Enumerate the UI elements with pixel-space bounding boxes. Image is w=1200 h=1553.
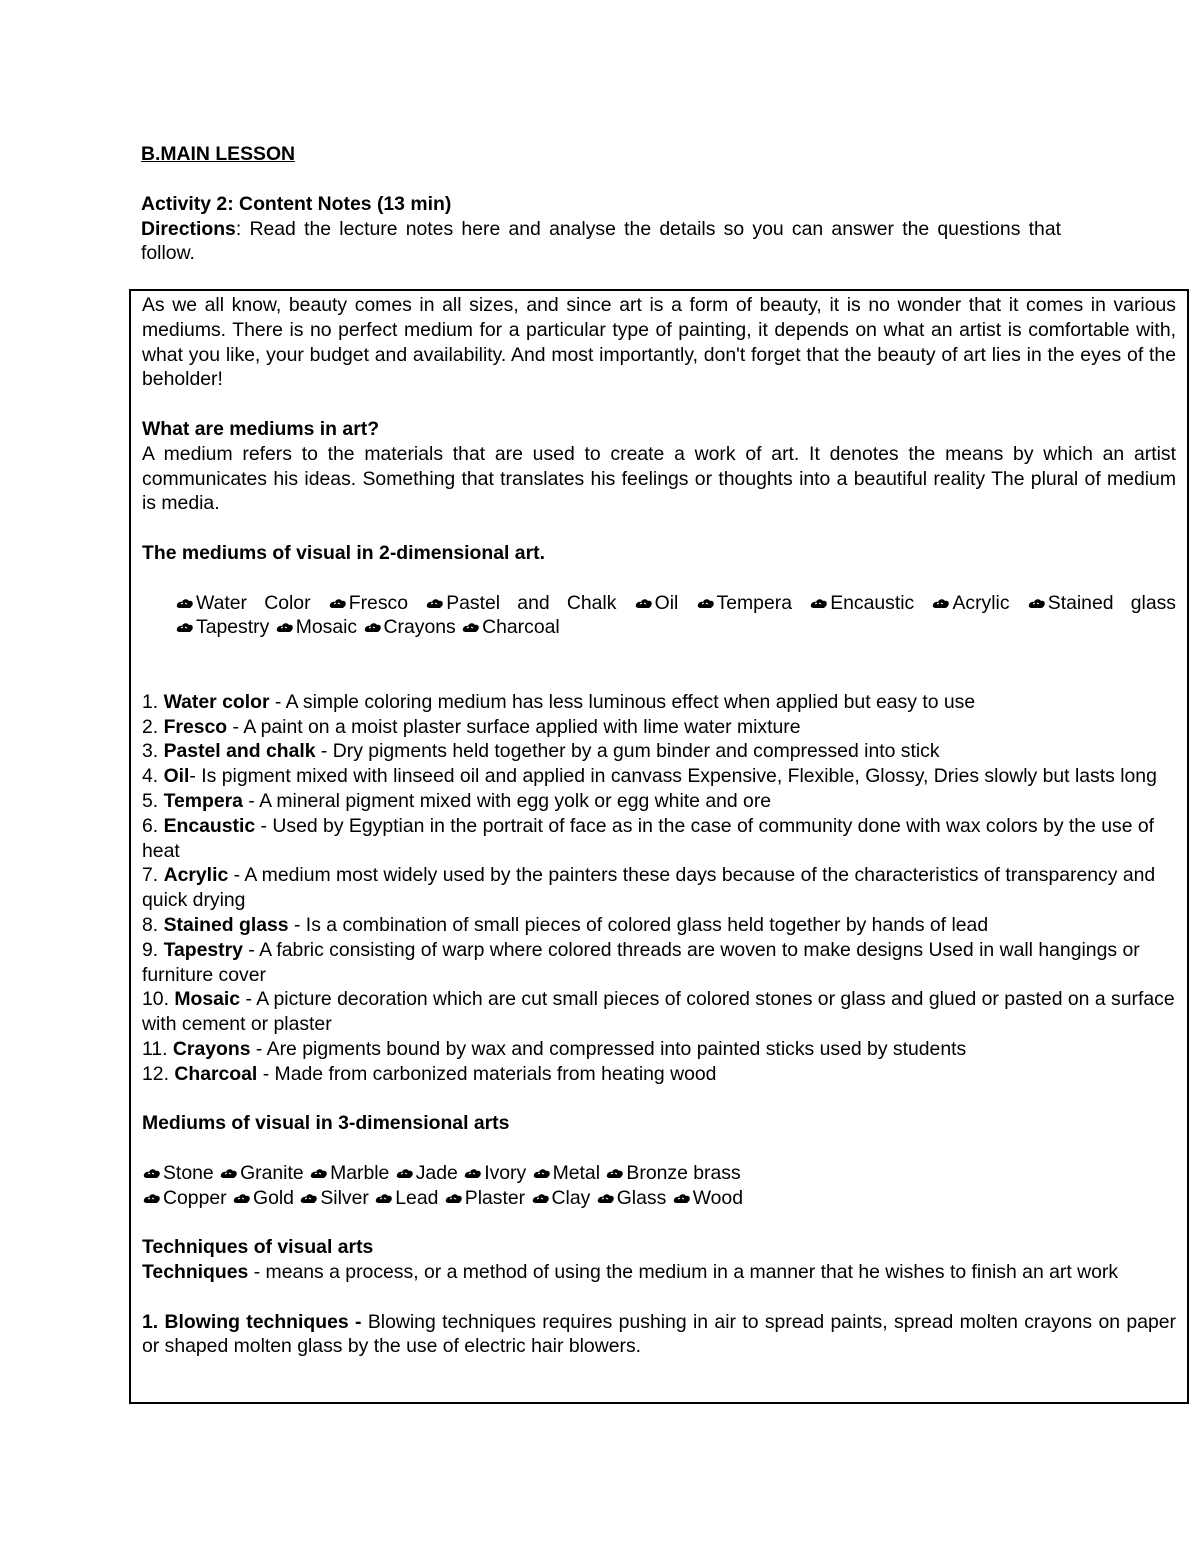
list-item-number: 10.	[142, 988, 175, 1011]
list-item	[142, 938, 1176, 988]
techniques-definition	[142, 1260, 1176, 1285]
bullet-item	[175, 616, 269, 638]
list-item	[142, 1062, 1176, 1087]
bullet-item	[596, 1187, 667, 1209]
list-item-description: - Made from carbonized materials from heating wood	[257, 1062, 717, 1085]
leaf-bullet-icon	[299, 1187, 320, 1209]
list-item-description: - A medium most widely used by the painters these days because of the characteristics of transparency and quick drying	[142, 864, 1156, 912]
bullets-3d-row1	[142, 1161, 1176, 1186]
list-item-number: 3.	[142, 740, 164, 763]
content-notes-box	[129, 289, 1189, 1404]
bullet-item	[219, 1162, 304, 1184]
bullet-item	[605, 1162, 740, 1184]
bullet-item	[444, 1187, 525, 1209]
bullet-label: Clay	[551, 1186, 591, 1209]
bullet-item	[809, 592, 914, 614]
bullet-label: Silver	[320, 1186, 369, 1209]
list-item-number: 1.	[142, 690, 164, 713]
bullet-label: Copper	[163, 1186, 227, 1209]
bullet-label: Fresco	[348, 591, 408, 614]
list-item-term: Tempera	[163, 789, 243, 812]
list-item	[142, 1037, 1176, 1062]
leaf-bullet-icon	[809, 592, 830, 614]
bullet-item	[1027, 592, 1176, 614]
bullet-item	[532, 1162, 600, 1184]
leaf-bullet-icon	[531, 1187, 552, 1209]
bullet-label: Wood	[692, 1186, 743, 1209]
bullet-item	[374, 1187, 438, 1209]
bullet-label: Lead	[395, 1186, 439, 1209]
section-title: B.MAIN LESSON	[141, 143, 296, 165]
leaf-bullet-icon	[232, 1187, 253, 1209]
bullet-label: Jade	[415, 1161, 458, 1184]
leaf-bullet-icon	[596, 1187, 617, 1209]
leaf-bullet-icon	[634, 592, 655, 614]
leaf-bullet-icon	[328, 592, 349, 614]
activity-title: Activity 2: Content Notes (13 min)	[141, 192, 452, 215]
techniques-text: - means a process, or a method of using the medium in a manner that he wishes to finish an art work	[248, 1261, 1119, 1284]
bullet-item	[463, 1162, 526, 1184]
list-item-number: 8.	[142, 913, 164, 936]
intro-paragraph: As we all know, beauty comes in all sizes, and since art is a form of beauty, it is no wonder that it comes in various mediums. There is no perfect medium for a particular type of painting, it depends on what an artist is comfortable with, what you like, your budget and availability. And most importantly, don't forget that the beauty of art lies in the eyes of the beholder!	[142, 294, 1176, 391]
list-item-description: - A simple coloring medium has less luminous effect when applied but easy to use	[269, 690, 976, 713]
list-item-description: - Are pigments bound by wax and compressed into painted sticks used by students	[250, 1037, 967, 1060]
bullet-label: Ivory	[484, 1161, 527, 1184]
bullet-label: Mosaic	[295, 616, 358, 639]
leaf-bullet-icon	[374, 1187, 395, 1209]
mediums-2d-list	[142, 690, 1176, 1087]
heading-techniques: Techniques of visual arts	[142, 1236, 374, 1259]
list-item	[142, 987, 1176, 1037]
list-item-description: - Is pigment mixed with linseed oil and applied in canvass Expensive, Flexible, Glossy, Dries slowly but lasts long	[189, 765, 1157, 788]
leaf-bullet-icon	[363, 616, 384, 638]
leaf-bullet-icon	[395, 1162, 416, 1184]
list-item-description: - A fabric consisting of warp where colored threads are woven to make designs Used in wall hangings or furniture cover	[142, 938, 1140, 986]
list-item-number: 4.	[142, 765, 164, 788]
bullet-item	[299, 1187, 369, 1209]
list-item-number: 9.	[142, 938, 164, 961]
leaf-bullet-icon	[444, 1187, 465, 1209]
bullet-label: Water Color	[196, 591, 311, 614]
bullets-3d-row2	[142, 1186, 1176, 1211]
lesson-header	[141, 142, 1061, 266]
heading-3d: Mediums of visual in 3-dimensional arts	[142, 1112, 510, 1135]
leaf-bullet-icon	[219, 1162, 240, 1184]
leaf-bullet-icon	[672, 1187, 693, 1209]
leaf-bullet-icon	[275, 616, 296, 638]
bullet-item	[328, 592, 408, 614]
bullet-label: Plaster	[464, 1186, 526, 1209]
list-item-number: 12.	[142, 1062, 175, 1085]
list-item-description: - A picture decoration which are cut small pieces of colored stones or glass and glued or pasted on a surface with cement or plaster	[142, 988, 1175, 1036]
bullets-2d	[175, 591, 1176, 641]
list-item	[142, 739, 1176, 764]
list-item-term: Acrylic	[163, 864, 229, 887]
list-item	[142, 690, 1176, 715]
list-item	[142, 715, 1176, 740]
bullet-label: Gold	[253, 1186, 294, 1209]
list-item-term: Tapestry	[163, 938, 243, 961]
bullet-label: Charcoal	[482, 616, 560, 639]
bullet-item	[309, 1162, 389, 1184]
leaf-bullet-icon	[532, 1162, 553, 1184]
list-item-term: Fresco	[163, 715, 228, 738]
heading-2d: The mediums of visual in 2-dimensional art.	[142, 541, 545, 564]
list-item-description: - A paint on a moist plaster surface applied with lime water mixture	[227, 715, 801, 738]
leaf-bullet-icon	[1027, 592, 1048, 614]
bullet-item	[425, 592, 616, 614]
bullet-label: Bronze brass	[626, 1161, 741, 1184]
list-item-term: Mosaic	[174, 988, 241, 1011]
blowing-text: Blowing techniques requires pushing in air to spread paints, spread molten crayons on paper or shaped molten glass by the use of electric hair blowers.	[142, 1310, 1176, 1358]
bullet-item	[672, 1187, 743, 1209]
leaf-bullet-icon	[605, 1162, 626, 1184]
bullet-label: Stained glass	[1047, 591, 1176, 614]
bullet-item	[634, 592, 679, 614]
list-item-description: - Used by Egyptian in the portrait of face as in the case of community done with wax colors by the use of heat	[142, 814, 1155, 862]
list-item-term: Charcoal	[174, 1062, 258, 1085]
leaf-bullet-icon	[142, 1187, 163, 1209]
bullet-label: Pastel and Chalk	[446, 591, 617, 614]
leaf-bullet-icon	[696, 592, 717, 614]
bullet-item	[175, 592, 311, 614]
directions-text: : Read the lecture notes here and analyse the details so you can answer the questions that follow.	[141, 217, 1061, 265]
list-item	[142, 789, 1176, 814]
list-item-number: 6.	[142, 814, 164, 837]
list-item-term: Encaustic	[163, 814, 256, 837]
list-item-term: Water color	[163, 690, 270, 713]
bullet-item	[461, 616, 560, 638]
list-item-description: - A mineral pigment mixed with egg yolk or egg white and ore	[242, 789, 772, 812]
bullet-item	[363, 616, 456, 638]
leaf-bullet-icon	[175, 616, 196, 638]
leaf-bullet-icon	[461, 616, 482, 638]
list-item-number: 5.	[142, 789, 164, 812]
bullet-label: Glass	[616, 1186, 667, 1209]
list-item-term: Oil	[163, 765, 190, 788]
directions	[141, 217, 1061, 267]
bullet-item	[696, 592, 792, 614]
bullet-label: Tapestry	[196, 616, 270, 639]
bullet-item	[142, 1187, 227, 1209]
list-item-term: Stained glass	[163, 913, 289, 936]
leaf-bullet-icon	[425, 592, 446, 614]
list-item	[142, 814, 1176, 864]
techniques-term: Techniques	[142, 1261, 249, 1284]
mediums-definition: A medium refers to the materials that are used to create a work of art. It denotes the means by which an artist communicates his ideas. Something that translates his feelings or thoughts into a beautiful reality The plural of medium is media.	[142, 442, 1176, 515]
list-item-term: Pastel and chalk	[163, 740, 316, 763]
leaf-bullet-icon	[309, 1162, 330, 1184]
bullet-label: Metal	[552, 1161, 601, 1184]
bullet-item	[232, 1187, 294, 1209]
bullet-label: Tempera	[716, 591, 792, 614]
bullet-label: Oil	[654, 591, 679, 614]
list-item-number: 11.	[142, 1037, 173, 1060]
bullet-label: Encaustic	[830, 591, 915, 614]
bullet-item	[142, 1162, 214, 1184]
list-item-description: - Is a combination of small pieces of colored glass held together by hands of lead	[288, 913, 989, 936]
bullet-item	[395, 1162, 458, 1184]
blowing-technique	[142, 1310, 1176, 1360]
leaf-bullet-icon	[463, 1162, 484, 1184]
directions-label: Directions	[141, 217, 236, 240]
list-item	[142, 913, 1176, 938]
leaf-bullet-icon	[175, 592, 196, 614]
leaf-bullet-icon	[142, 1162, 163, 1184]
list-item-number: 2.	[142, 715, 164, 738]
list-item	[142, 863, 1176, 913]
bullet-label: Stone	[163, 1161, 214, 1184]
list-item-term: Crayons	[172, 1037, 251, 1060]
bullet-label: Granite	[240, 1161, 304, 1184]
bullet-label: Acrylic	[952, 591, 1010, 614]
leaf-bullet-icon	[931, 592, 952, 614]
bullet-label: Crayons	[383, 616, 456, 639]
mediums-question: What are mediums in art?	[142, 417, 380, 440]
list-item-description: - Dry pigments held together by a gum binder and compressed into stick	[315, 740, 940, 763]
blowing-term: 1. Blowing techniques -	[142, 1310, 368, 1333]
bullet-item	[275, 616, 357, 638]
list-item	[142, 764, 1176, 789]
list-item-number: 7.	[142, 864, 164, 887]
bullet-label: Marble	[330, 1161, 390, 1184]
bullet-item	[931, 592, 1009, 614]
bullet-item	[531, 1187, 591, 1209]
